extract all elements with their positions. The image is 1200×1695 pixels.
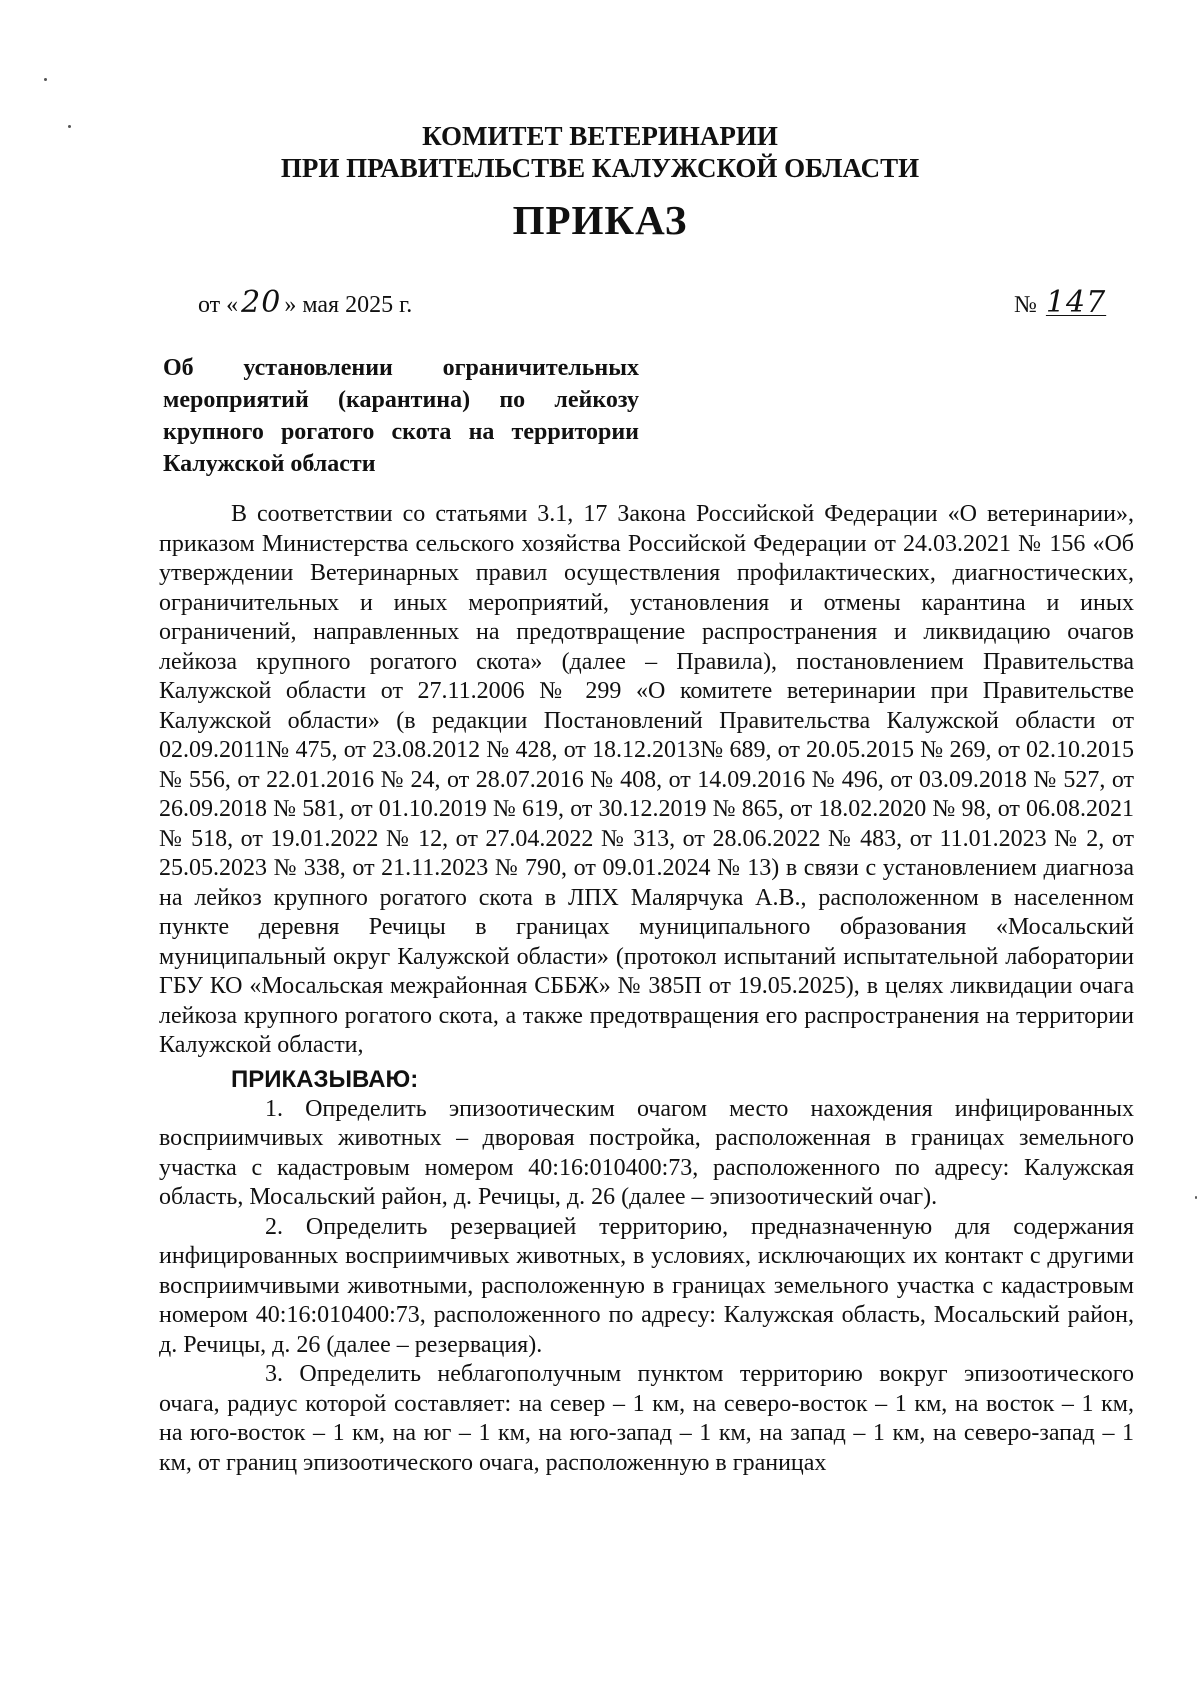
order-body (159, 500, 1134, 1478)
scan-speck (1195, 1196, 1197, 1199)
order-number (1014, 285, 1109, 320)
document-type-title: ПРИКАЗ (512, 197, 688, 243)
number-value-handwritten: 147 (1045, 285, 1107, 320)
number-sign: № (1014, 292, 1037, 318)
order-subject: Об установлении ограничительных мероприятий (карантина) по лейкозу крупного рогатого скота на территории Калужской области (163, 355, 639, 477)
order-item-1: 1. Определить эпизоотическим очагом место нахождения инфицированных восприимчивых животных – дворовая постройка, расположенная в границах земельного участка с кадастровым номером 40:16:010400:73, расположенного по адресу: Калужская область, Мосальский район, д. Речицы, д. 26 (далее – эпизоотический очаг). (159, 1095, 1134, 1210)
date-prefix: от « (198, 292, 239, 318)
date-day-handwritten: 20 (241, 285, 282, 320)
org-name-line2: ПРИ ПРАВИТЕЛЬСТВЕ КАЛУЖСКОЙ ОБЛАСТИ (280, 153, 920, 183)
preamble-paragraph: В соответствии со статьями 3.1, 17 Закона Российской Федерации «О ветеринарии», приказом Министерства сельского хозяйства Российской Федерации от 24.03.2021 № 156 «Об утверждении Ветеринарных правил осуществления профилактических, диагностических, ограничительных и иных мероприятий, установления и отмены карантина и иных ограничений, направленных на предотвращение распространения и ликвидацию очагов лейкоза крупного рогатого скота» (далее – Правила), постановлением Правительства Калужской области от 27.11.2006 № 299 «О комитете ветеринарии при Правительстве Калужской области» (в редакции Постановлений Правительства Калужской области от 02.09.2011№ 475, от 23.08.2012 № 428, от 18.12.2013№ 689, от 20.05.2015 № 269, от 02.10.2015 № 556, от 22.01.2016 № 24, от 28.07.2016 № 408, от 14.09.2016 № 496, от 03.09.2018 № 527, от 26.09.2018 № 581, от 01.10.2019 № 619, от 30.12.2019 № 865, от 18.02.2020 № 98, от 06.08.2021 № 518, от 19.01.2022 № 12, от 27.04.2022 № 313, от 28.06.2022 № 483, от 11.01.2023 № 2, от 25.05.2023 № 338, от 21.11.2023 № 790, от 09.01.2024 № 13) в связи с установлением диагноза на лейкоз крупного рогатого скота в ЛПХ Малярчука А.В., расположенном в населенном пункте деревня Речицы в границах муниципального образования «Мосальский муниципальный округ Калужской области» (протокол испытаний испытательной лаборатории ГБУ КО «Мосальская межрайонная СББЖ» № 385П от 19.05.2025), в целях ликвидации очага лейкоза крупного рогатого скота, а также предотвращения его распространения на территории Калужской области, (159, 501, 1134, 1058)
date-suffix: » мая 2025 г. (284, 292, 413, 318)
order-word: ПРИКАЗЫВАЮ: (231, 1065, 419, 1093)
order-item-3: 3. Определить неблагополучным пунктом территорию вокруг эпизоотического очага, радиус которой составляет: на север – 1 км, на северо-восток – 1 км, на восток – 1 км, на юго-восток – 1 км, на юг – 1 км, на юго-запад – 1 км, на запад – 1 км, на северо-запад – 1 км, от границ эпизоотического очага, расположенную в границах (159, 1361, 1134, 1476)
order-item-2: 2. Определить резервацией территорию, предназначенную для содержания инфицированных восприимчивых животных, в условиях, исключающих их контакт с другими восприимчивыми животными, расположенную в границах земельного участка с кадастровым номером 40:16:010400:73, расположенного по адресу: Калужская область, Мосальский район, д. Речицы, д. 26 (далее – резервация). (159, 1213, 1134, 1358)
org-name-line1: КОМИТЕТ ВЕТЕРИНАРИИ (422, 121, 778, 151)
order-date (198, 285, 413, 320)
scan-speck (44, 78, 47, 81)
